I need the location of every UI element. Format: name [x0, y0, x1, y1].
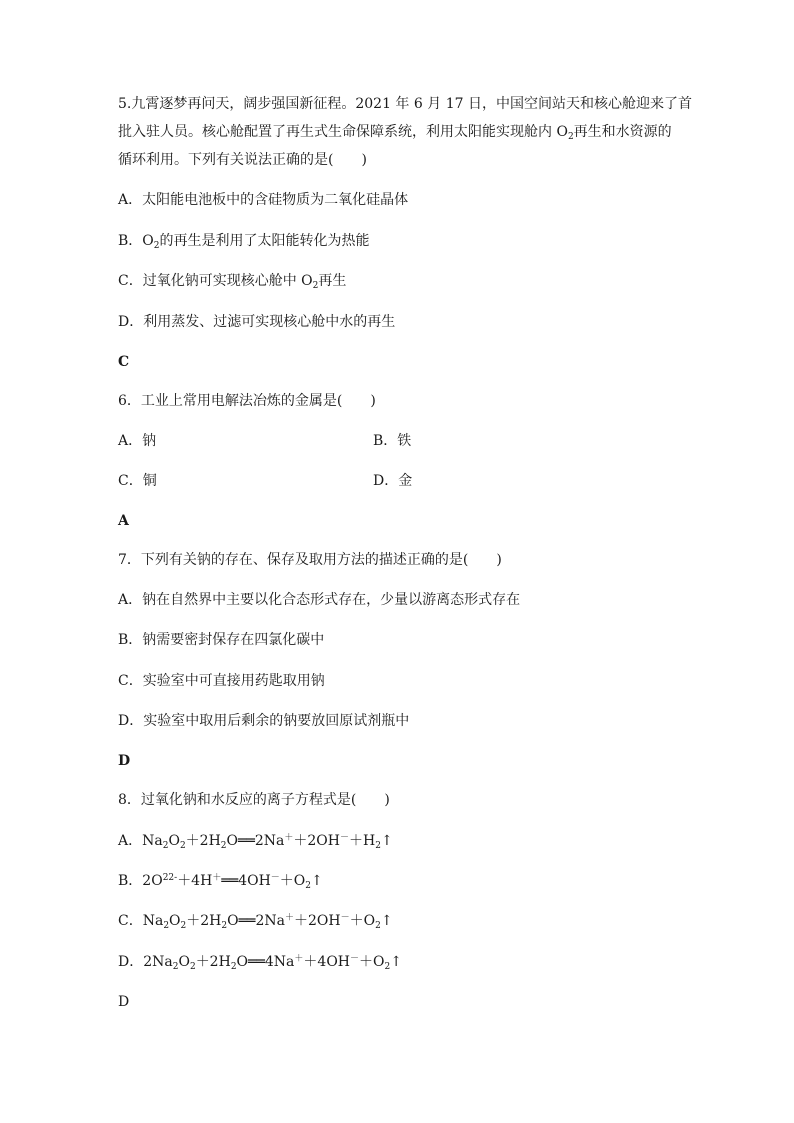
q8-stem-text: 8．过氧化钠和水反应的离子方程式是( ): [118, 792, 390, 808]
q5-option-a: [118, 190, 408, 210]
q5-option-c: [118, 271, 346, 291]
q8-answer: D: [118, 994, 130, 1010]
q8-d-p3: 2: [189, 962, 196, 972]
q6-stem: [118, 391, 376, 411]
q8-a-p4: ＋2H: [185, 833, 221, 849]
q7-stem: [118, 550, 502, 570]
q8-a-p1: 2: [162, 841, 169, 851]
q8-c-p2: O: [169, 913, 181, 929]
q7-option-c-text: C．实验室中可直接用药匙取用钠: [118, 673, 325, 689]
q8-d-p11: 2: [384, 962, 391, 972]
q5-stem-text-2b: 再生和水资源的: [573, 124, 672, 140]
q8-option-a: [118, 831, 393, 851]
q6-option-c: [118, 471, 157, 491]
q6-option-a-text: A．钠: [118, 433, 157, 449]
q8-a-p10: ＋H: [349, 833, 376, 849]
q7-option-c: [118, 671, 325, 691]
q8-c-p6: O══2Na: [227, 913, 285, 929]
q8-b-p5: －: [270, 873, 280, 883]
q8-c-p8: ＋2OH: [293, 913, 341, 929]
q6-stem-text: 6．工业上常用电解法冶炼的金属是( ): [118, 393, 376, 409]
q5-stem-line-3: [118, 150, 367, 170]
q8-d-p5: 2: [230, 962, 237, 972]
q6-option-b: [373, 431, 411, 451]
q7-option-b-text: B．钠需要密封保存在四氯化碳中: [118, 632, 325, 648]
q5-stem-text-1: 5.九霄逐梦再问天，阔步强国新征程。2021 年 6 月 17 日，中国空间站天和核心舱迎来了首: [118, 96, 692, 112]
q8-c-p0: C．Na: [118, 913, 164, 929]
q5-stem-sub: 2: [567, 132, 574, 142]
q5-option-c-text-b: 再生: [318, 273, 347, 289]
q6-option-c-text: C．铜: [118, 473, 157, 489]
q8-c-p1: 2: [163, 921, 170, 931]
q8-d-p10: ＋O: [359, 954, 385, 970]
q8-d-p6: O══4Na: [236, 954, 295, 970]
q5-option-d-text: D．利用蒸发、过滤可实现核心舱中水的再生: [118, 314, 396, 330]
q8-d-p9: －: [350, 954, 360, 964]
q5-option-c-sub: 2: [312, 281, 319, 291]
q8-b-p4: ══4OH: [221, 873, 271, 889]
q8-c-p3: 2: [180, 921, 187, 931]
q5-stem-text-3: 循环利用。下列有关说法正确的是( ): [118, 152, 367, 168]
q7-option-a: [118, 590, 520, 610]
q8-c-p9: －: [340, 913, 350, 923]
q7-option-a-text: A．钠在自然界中主要以化合态形式存在，少量以游离态形式存在: [118, 592, 521, 608]
q6-option-d-text: D．金: [373, 473, 413, 489]
q5-option-c-text-a: C．过氧化钠可实现核心舱中 O: [118, 273, 313, 289]
q7-option-b: [118, 630, 324, 650]
q8-d-p12: ↑: [390, 954, 402, 970]
q6-option-d: [373, 471, 412, 491]
q5-option-a-text: A．太阳能电池板中的含硅物质为二氧化硅晶体: [118, 192, 409, 208]
q7-option-d: [118, 711, 409, 731]
q5-stem-line-1: [118, 94, 692, 114]
q6-option-a: [118, 431, 156, 451]
q8-c-p7: ＋: [284, 913, 294, 923]
q8-b-p6: ＋O: [279, 873, 306, 889]
q7-answer: D: [118, 753, 131, 769]
q8-b-p3: ＋: [212, 873, 222, 883]
q5-stem-text-2a: 批入驻人员。核心舱配置了再生式生命保障系统，利用太阳能实现舱内 O: [118, 124, 568, 140]
q5-option-b-text-a: B．O: [118, 233, 154, 249]
q5-option-b-text-b: 的再生是利用了太阳能转化为热能: [159, 233, 370, 249]
q8-a-p0: A．Na: [118, 833, 163, 849]
q8-d-p2: O: [178, 954, 190, 970]
q8-c-p4: ＋2H: [186, 913, 222, 929]
q8-option-c: [118, 911, 393, 931]
q8-d-p0: D．2Na: [118, 954, 173, 970]
q7-stem-text: 7．下列有关钠的存在、保存及取用方法的描述正确的是( ): [118, 552, 502, 568]
q6-option-b-text: B．铁: [373, 433, 412, 449]
q6-answer: A: [118, 513, 129, 529]
q8-a-p5: 2: [220, 841, 227, 851]
q8-a-p12: ↑: [380, 833, 393, 849]
q8-c-p12: ↑: [380, 913, 393, 929]
q8-d-p8: ＋4OH: [303, 954, 350, 970]
q8-d-p7: ＋: [294, 954, 304, 964]
q5-stem-line-2: [118, 122, 672, 142]
q8-a-p8: ＋2OH: [293, 833, 340, 849]
q8-c-p10: ＋O: [349, 913, 376, 929]
q8-c-p11: 2: [375, 921, 381, 931]
q8-c-p5: 2: [221, 921, 228, 931]
q8-b-p0: B．2O: [118, 873, 163, 889]
q8-d-p1: 2: [172, 962, 179, 972]
q8-option-b: [118, 871, 323, 891]
q8-b-p2: ＋4H: [177, 873, 213, 889]
q8-d-p4: ＋2H: [195, 954, 231, 970]
q8-b-p1: 22-: [162, 873, 178, 883]
q8-a-p7: ＋: [284, 833, 294, 843]
q8-a-p9: －: [339, 833, 349, 843]
q8-b-p7: 2: [305, 881, 312, 891]
q7-option-d-text: D．实验室中取用后剩余的钠要放回原试剂瓶中: [118, 713, 410, 729]
q8-a-p11: 2: [375, 841, 381, 851]
q5-answer: C: [118, 354, 130, 370]
q8-a-p3: 2: [179, 841, 186, 851]
q5-option-b-sub: 2: [153, 241, 160, 251]
q8-option-d: [118, 952, 402, 972]
q8-a-p2: O: [168, 833, 180, 849]
q8-a-p6: O══2Na: [226, 833, 285, 849]
q5-option-d: [118, 312, 395, 332]
q8-b-p8: ↑: [311, 873, 323, 889]
q8-stem: [118, 790, 390, 810]
q5-option-b: [118, 231, 370, 251]
